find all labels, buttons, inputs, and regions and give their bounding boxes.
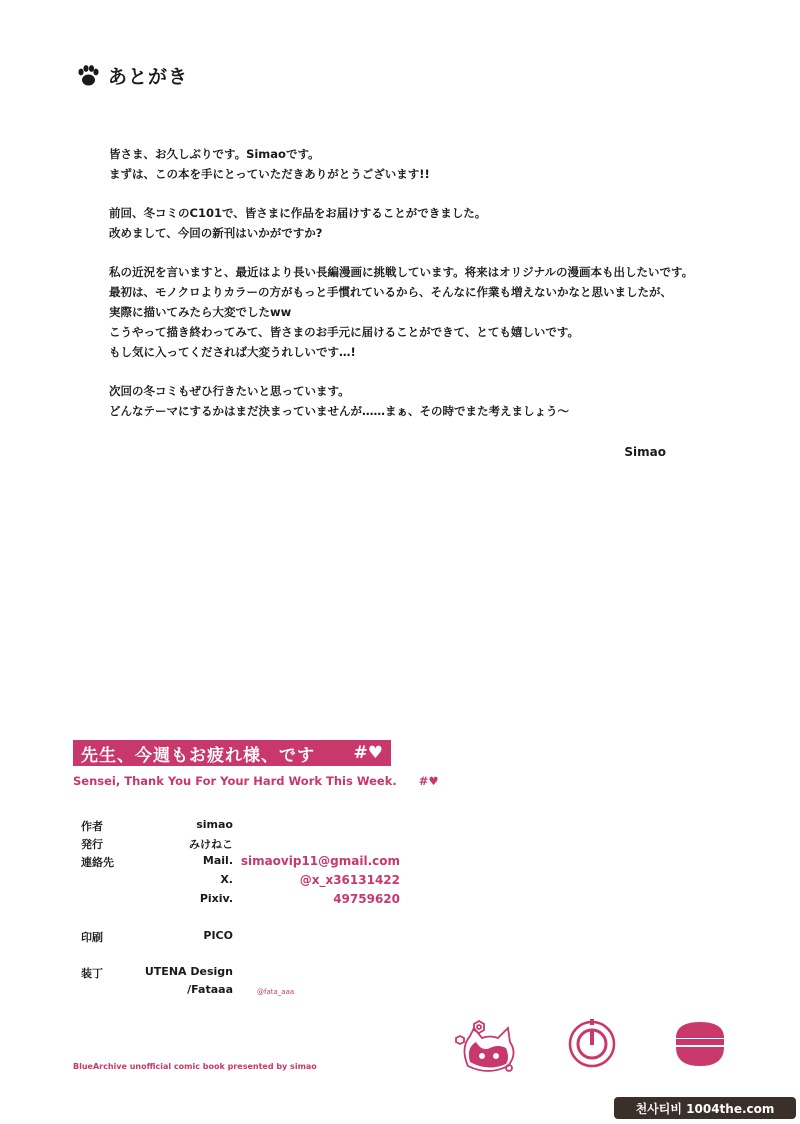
colophon-row-x <box>81 873 411 891</box>
x-handle-link[interactable]: @x_x36131422 <box>299 873 400 887</box>
letter-paragraph <box>109 262 729 362</box>
letter-line: 私の近況を言いますと、最近はより長い長編漫画に挑戦しています。将来はオリジナルの漫画本も出したいです。 <box>109 265 694 279</box>
pixiv-id-link[interactable]: 49759620 <box>333 892 400 906</box>
colophon-label: 装丁 <box>81 967 103 980</box>
paw-icon <box>76 65 100 87</box>
letter-paragraph <box>109 203 729 243</box>
colophon-row-design-2 <box>81 983 411 1001</box>
colophon-row-pixiv <box>81 892 411 910</box>
book-title: 先生、今週もお疲れ様、です <box>81 745 315 766</box>
afterword-letter <box>109 144 729 440</box>
letter-line: まずは、この本を手にとっていただきありがとうございます!! <box>109 167 430 181</box>
colophon-value: simao <box>196 818 233 831</box>
colophon-value: PICO <box>203 929 233 942</box>
watermark-badge: 천사티비 1004the.com <box>614 1097 796 1119</box>
letter-line: 実際に描いてみたら大変でしたww <box>109 305 292 319</box>
colophon-row-design <box>81 965 411 983</box>
designer-handle: @fata_aaa <box>257 988 295 996</box>
colophon-value: X. <box>220 873 233 886</box>
colophon-value: みけねこ <box>189 838 233 851</box>
hash-heart-mark: #♥ <box>353 743 383 763</box>
letter-line: 皆さま、お久しぶりです。Simaoです。 <box>109 147 320 161</box>
colophon-value: /Fataaa <box>187 983 233 996</box>
letter-line: 最初は、モノクロよりカラーの方がもっと手慣れているから、そんなに作業も増えないかなと思いましたが、 <box>109 285 673 299</box>
book-subtitle <box>73 774 439 788</box>
colophon-value: UTENA Design <box>144 965 233 978</box>
colophon-row-print <box>81 929 411 947</box>
letter-paragraph <box>109 381 729 421</box>
colophon-label: 連絡先 <box>81 856 114 869</box>
footer-credit: BlueArchive unofficial comic book presented by simao <box>73 1062 317 1071</box>
letter-line: 次回の冬コミもぜひ行きたいと思っています。 <box>109 384 350 398</box>
afterword-header <box>76 62 188 89</box>
book-title-band <box>73 740 391 766</box>
letter-line: もし気に入ってくだされば大変うれしいです…! <box>109 345 356 359</box>
hash-heart-mark: #♥ <box>418 774 439 788</box>
subtitle-text: Sensei, Thank You For Your Hard Work This Week. <box>73 774 397 788</box>
colophon-value: Pixiv. <box>199 892 233 905</box>
signature: Simao <box>624 445 666 459</box>
colophon-label: 印刷 <box>81 931 103 944</box>
colophon-value: Mail. <box>202 854 233 867</box>
colophon-label: 作者 <box>81 820 103 833</box>
colophon-row-author <box>81 818 411 836</box>
letter-line: 前回、冬コミのC101で、皆さまに作品をお届けすることができました。 <box>109 206 487 220</box>
email-link[interactable]: simaovip11@gmail.com <box>240 854 400 868</box>
letter-line: こうやって描き終わってみて、皆さまのお手元に届けることができて、とても嬉しいです。 <box>109 325 579 339</box>
colophon-row-mail <box>81 854 411 872</box>
colophon-label: 発行 <box>81 838 103 851</box>
letter-paragraph <box>109 144 729 184</box>
cat-logo-icon <box>452 1018 520 1076</box>
colophon-row-publisher <box>81 836 411 854</box>
power-button-icon <box>566 1018 618 1068</box>
letter-line: どんなテーマにするかはまだ決まっていませんが……まぁ、その時でまた考えましょう〜 <box>109 404 569 418</box>
macaron-icon <box>672 1018 728 1070</box>
letter-line: 改めまして、今回の新刊はいかがですか? <box>109 226 323 240</box>
page-title: あとがき <box>108 66 189 88</box>
